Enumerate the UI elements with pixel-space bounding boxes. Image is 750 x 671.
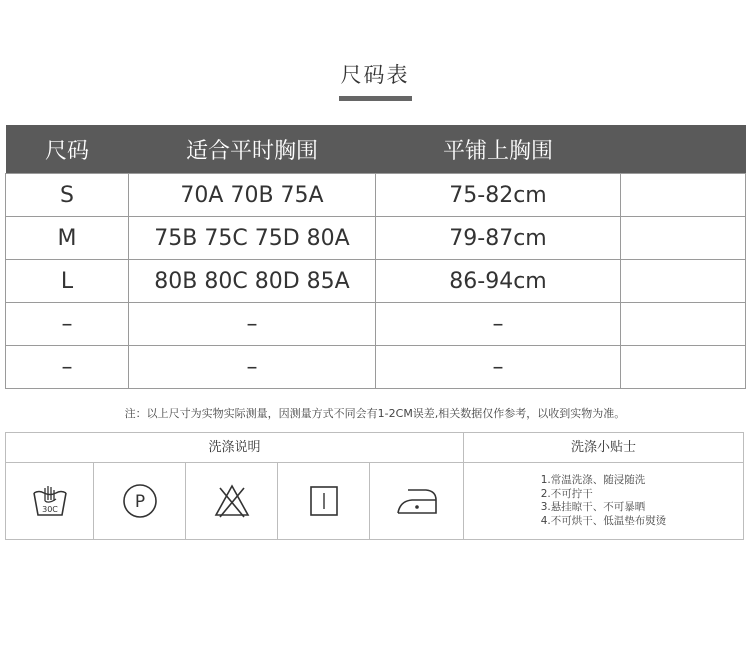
cell-flat-bust: 75-82cm	[376, 174, 621, 217]
list-item: 4.不可烘干、低温垫布熨烫	[540, 514, 667, 527]
cell-empty	[621, 174, 746, 217]
cell-size: –	[6, 303, 129, 346]
iron-low-icon	[394, 484, 440, 518]
hand-wash-cell	[6, 463, 94, 539]
header-size: 尺码	[6, 125, 129, 174]
table-row	[6, 260, 746, 303]
cell-size: S	[6, 174, 129, 217]
header-empty	[621, 125, 746, 174]
measurement-note: 注：以上尺寸为实物实际测量，因测量方式不同会有1-2CM误差,相关数据仅作参考，以收到实物为准。	[124, 407, 626, 420]
wash-tips-title: 洗涤小贴士	[464, 433, 743, 463]
size-table	[5, 125, 746, 389]
cell-size: –	[6, 346, 129, 389]
title-wrap	[0, 60, 750, 101]
cell-flat-bust: 86-94cm	[376, 260, 621, 303]
care-section	[5, 432, 744, 540]
tips-list	[541, 474, 667, 528]
cell-empty	[621, 217, 746, 260]
wash-tips	[464, 463, 743, 539]
page-title: 尺码表	[339, 60, 412, 101]
bleach-cell	[186, 463, 278, 539]
list-item: 3.悬挂晾干、不可暴晒	[540, 501, 646, 513]
hand-wash-30c-icon	[30, 481, 70, 521]
header-flat-bust: 平铺上胸围	[376, 125, 621, 174]
cell-bust: 70A 70B 75A	[129, 174, 376, 217]
cell-size: L	[6, 260, 129, 303]
cell-bust: –	[129, 303, 376, 346]
temperature-label: 30C	[41, 505, 58, 514]
dry-clean-cell	[94, 463, 186, 539]
hang-dry-icon	[308, 484, 340, 518]
cell-empty	[621, 303, 746, 346]
hang-dry-cell	[278, 463, 370, 539]
cell-empty	[621, 260, 746, 303]
do-not-bleach-icon	[213, 482, 251, 520]
dry-clean-letter: P	[134, 492, 145, 512]
cell-bust: –	[129, 346, 376, 389]
dry-clean-p-icon	[121, 482, 159, 520]
list-item: 1.常温洗涤、随浸随洗	[540, 474, 646, 486]
table-row	[6, 303, 746, 346]
cell-flat-bust: 79-87cm	[376, 217, 621, 260]
table-row	[6, 217, 746, 260]
header-bust: 适合平时胸围	[129, 125, 376, 174]
wash-instructions-title: 洗涤说明	[6, 433, 464, 463]
table-row	[6, 174, 746, 217]
cell-size: M	[6, 217, 129, 260]
list-item: 2.不可拧干	[540, 487, 593, 500]
cell-flat-bust: –	[376, 346, 621, 389]
size-table-header	[6, 125, 746, 174]
iron-cell	[370, 463, 464, 539]
cell-bust: 80B 80C 80D 85A	[129, 260, 376, 303]
cell-flat-bust: –	[376, 303, 621, 346]
table-row	[6, 346, 746, 389]
cell-bust: 75B 75C 75D 80A	[129, 217, 376, 260]
cell-empty	[621, 346, 746, 389]
